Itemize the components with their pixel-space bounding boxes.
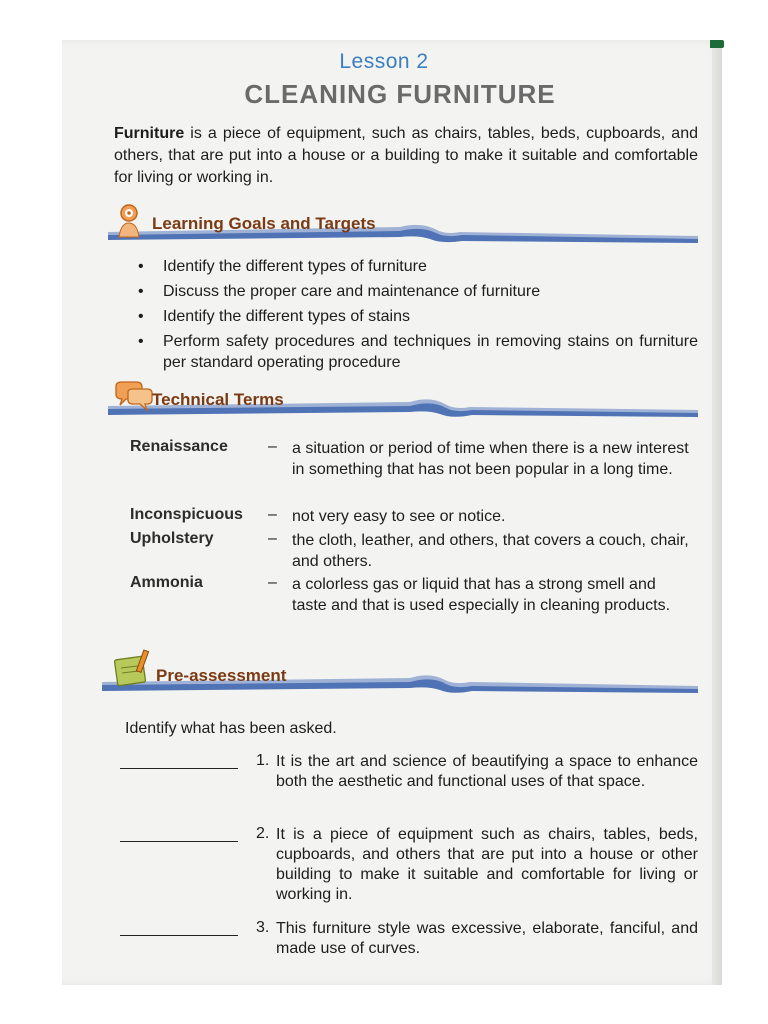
term-dash: –: [268, 530, 277, 547]
answer-blank: [120, 841, 238, 842]
intro-text: is a piece of equipment, such as chairs, tables, beds, cupboards, and others, that are put into a house or a building to make it suitable and comfortable for living or working in.: [114, 125, 698, 186]
preassessment-instruction: Identify what has been asked.: [125, 720, 337, 737]
question-text: It is a piece of equipment such as chairs, tables, beds, cupboards, and others that are put into a house or other building to make it suitable and comfortable for living or working in.: [276, 826, 698, 903]
answer-blank: [120, 935, 238, 936]
term-dash: –: [268, 506, 277, 523]
term-definition: a situation or period of time when there is a new interest in something that has not been popular in a long time.: [292, 440, 689, 478]
term-dash: –: [268, 574, 277, 591]
page-edge: [712, 40, 722, 985]
learning-goals-list: [134, 256, 698, 377]
lesson-number: Lesson 2: [339, 50, 429, 73]
term-dash: –: [268, 438, 277, 455]
question-number: 1.: [256, 752, 270, 769]
question-number: 2.: [256, 825, 270, 842]
page-tab-marker: [710, 40, 724, 48]
technical-terms-banner: [100, 386, 700, 426]
goal-item: • Discuss the proper care and maintenance of furniture: [134, 281, 698, 302]
learning-goals-title: Learning Goals and Targets: [152, 214, 376, 233]
term-definition: the cloth, leather, and others, that covers a couch, chair, and others.: [292, 532, 689, 570]
lesson-title: CLEANING FURNITURE: [244, 79, 556, 109]
question-text: This furniture style was excessive, elaborate, fanciful, and made use of curves.: [276, 920, 698, 957]
term-word: Ammonia: [130, 574, 203, 591]
goal-item: • Identify the different types of furniture: [134, 256, 698, 277]
question-number: 3.: [256, 919, 270, 936]
question-text: It is the art and science of beautifying a space to enhance both the aesthetic and functional uses of that space.: [276, 753, 698, 790]
term-word: Renaissance: [130, 438, 228, 455]
term-definition: not very easy to see or notice.: [292, 508, 506, 525]
intro-term: Furniture: [114, 125, 185, 142]
preassessment-banner: [100, 660, 700, 700]
term-word: Inconspicuous: [130, 506, 243, 523]
preassessment-title: Pre-assessment: [156, 666, 287, 685]
goal-item: • Identify the different types of stains: [134, 306, 698, 327]
intro-paragraph: [114, 123, 698, 189]
answer-blank: [120, 768, 238, 769]
term-word: Upholstery: [130, 530, 214, 547]
term-definition: a colorless gas or liquid that has a strong smell and taste and that is used especially in cleaning products.: [292, 576, 671, 614]
goal-item: • Perform safety procedures and techniques in removing stains on furniture per standard operating procedure: [134, 331, 698, 373]
technical-terms-title: Technical Terms: [152, 390, 284, 409]
learning-goals-banner: [100, 210, 700, 250]
